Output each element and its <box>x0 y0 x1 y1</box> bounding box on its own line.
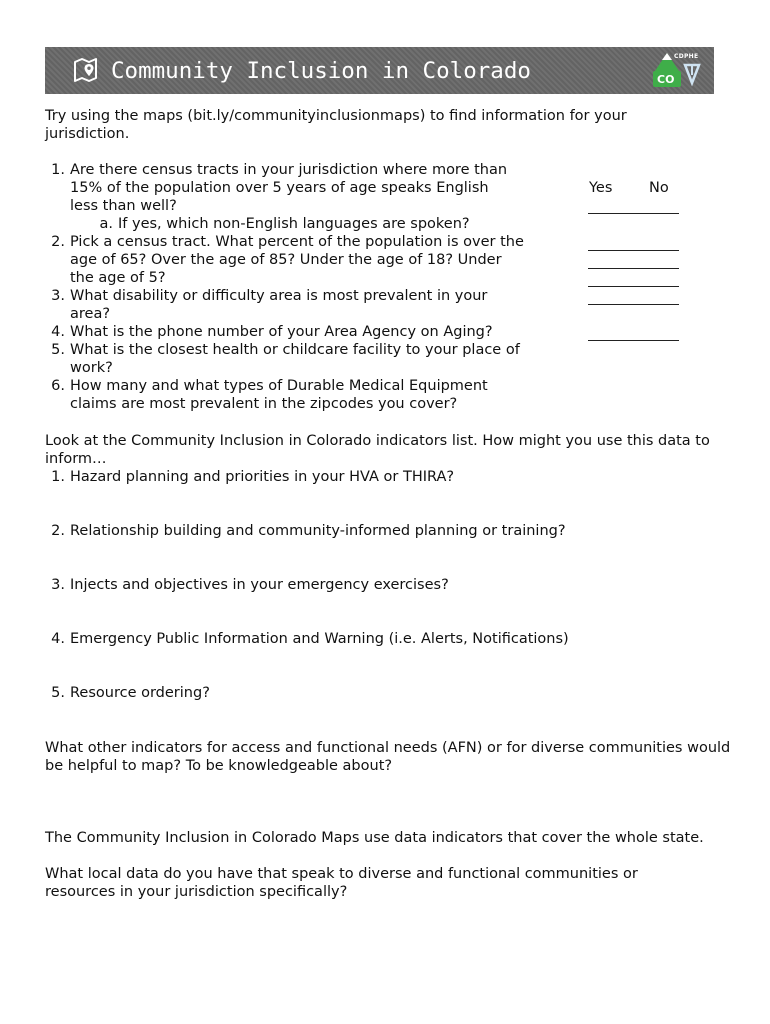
indicators-prompt: Look at the Community Inclusion in Colorado indicators list. How might you use this data to inform… <box>45 433 710 467</box>
item-text: What is the closest health or childcare facility to your place of work? <box>70 342 520 376</box>
item-number: 5. <box>51 685 65 701</box>
item-number: 1. <box>51 162 65 178</box>
item-text: Are there census tracts in your jurisdiction where more than 15% of the population over 5 years of age speaks English less than well? <box>70 162 508 214</box>
item-number: 6. <box>51 378 65 394</box>
item-text: How many and what types of Durable Medical Equipment claims are most prevalent in the zipcodes you cover? <box>70 378 488 412</box>
item-number: 3. <box>51 288 65 304</box>
answer-blank[interactable] <box>588 250 679 251</box>
item-number: 3. <box>51 577 65 593</box>
statewide-note: The Community Inclusion in Colorado Maps use data indicators that cover the whole state. <box>45 830 704 846</box>
item-number: a. <box>99 216 113 232</box>
item-text: Relationship building and community-informed planning or training? <box>70 523 566 539</box>
item-number: 1. <box>51 469 65 485</box>
item-text: Pick a census tract. What percent of the population is over the age of 65? Over the age of 85? Under the age of 18? Under the age of 5? <box>70 234 524 286</box>
title-banner <box>45 47 714 94</box>
item-text: Resource ordering? <box>70 685 210 701</box>
item-text: Emergency Public Information and Warning (i.e. Alerts, Notifications) <box>70 631 569 647</box>
answer-blank[interactable] <box>588 268 679 269</box>
intro-text: Try using the maps (bit.ly/communityinclusionmaps) to find information for your jurisdiction. <box>45 108 627 142</box>
answer-blank[interactable] <box>588 304 679 305</box>
logo-state: CO <box>657 73 675 86</box>
no-label: No <box>649 180 669 196</box>
answer-blank[interactable] <box>588 213 679 214</box>
page-title: Community Inclusion in Colorado <box>111 58 531 84</box>
answer-blank[interactable] <box>588 340 679 341</box>
yes-label: Yes <box>589 180 613 196</box>
item-number: 2. <box>51 234 65 250</box>
map-pin-icon <box>72 56 100 88</box>
item-number: 4. <box>51 324 65 340</box>
item-text: If yes, which non-English languages are spoken? <box>118 216 470 232</box>
item-text: Injects and objectives in your emergency exercises? <box>70 577 449 593</box>
logo-label: CDPHE <box>674 53 699 60</box>
other-indicators-question: What other indicators for access and functional needs (AFN) or for diverse communities would be helpful to map? To be knowledgeable about? <box>45 740 731 774</box>
item-text: Hazard planning and priorities in your HVA or THIRA? <box>70 469 455 485</box>
item-number: 4. <box>51 631 65 647</box>
answer-blank[interactable] <box>588 286 679 287</box>
local-data-question: What local data do you have that speak to diverse and functional communities or resources in your jurisdiction specifically? <box>45 866 638 900</box>
item-text: What disability or difficulty area is most prevalent in your area? <box>70 288 488 322</box>
item-text: What is the phone number of your Area Agency on Aging? <box>70 324 493 340</box>
item-number: 2. <box>51 523 65 539</box>
item-number: 5. <box>51 342 65 358</box>
